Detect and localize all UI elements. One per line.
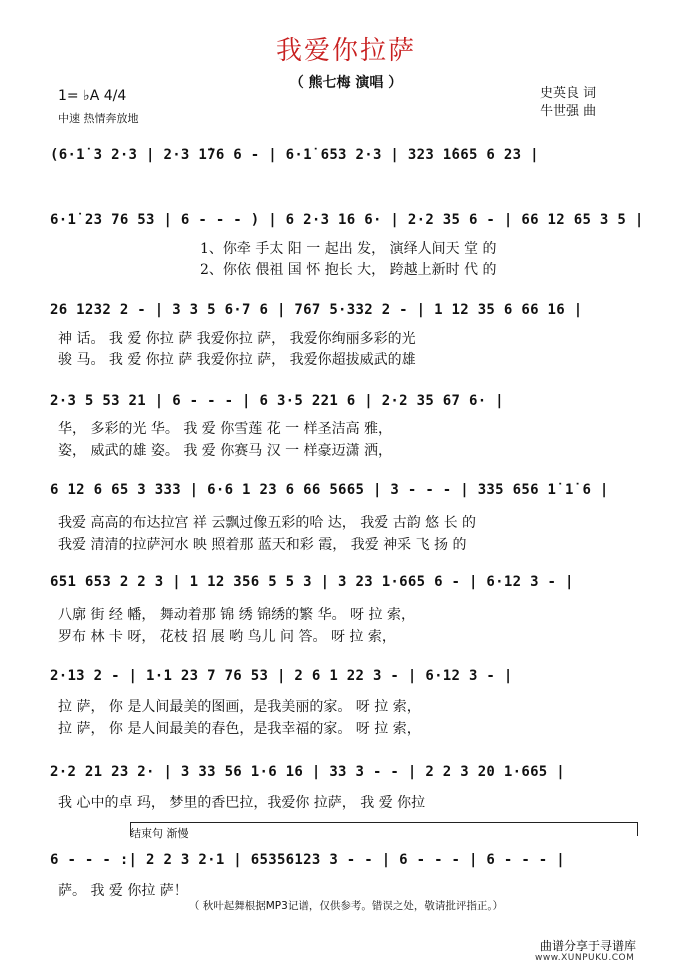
lyricist-credit: 史英良 词 — [540, 86, 597, 101]
lyric-line: 萨。 我 爱 你拉 萨！ — [58, 883, 188, 899]
lyric-verse-1: 我爱 高高的布达拉宫 祥 云飘过像五彩的哈 达， 我爱 古韵 悠 长 的 — [58, 515, 477, 531]
ending-bracket-right — [637, 822, 638, 836]
lyric-verse-2: 拉 萨， 你 是人间最美的春色，是我幸福的家。 呀 拉 索， — [58, 721, 421, 737]
notation-row-4: 2·3 5 53 21 | 6 - - - | 6 3·5 221 6 | 2·2 35 67 6· | — [50, 393, 504, 409]
watermark: 曲谱分享于寻谱库 — [540, 939, 637, 953]
performer-line: （ 熊七梅 演唱 ） — [289, 75, 403, 91]
lyric-verse-2: 罗布 林 卡 呀， 花枝 招 展 哟 鸟儿 问 答。 呀 拉 索， — [58, 629, 396, 645]
lyric-verse-1: 八廓 街 经 幡， 舞动着那 锦 绣 锦绣的繁 华。 呀 拉 索， — [58, 607, 415, 623]
lyric-verse-1: 神 话。 我 爱 你拉 萨 我爱你拉 萨， 我爱你绚丽多彩的光 — [58, 331, 416, 347]
notation-row-6: 651 653 2 2 3 | 1 12 356 5 5 3 | 3 23 1·665 6 - | 6·12 3 - | — [50, 574, 574, 590]
ending-bracket — [130, 822, 638, 823]
notation-row-3: 26 1232 2 - | 3 3 5 6·7 6 | 767 5·332 2 - | 1 12 35 6 66 16 | — [50, 302, 583, 318]
song-title: 我爱你拉萨 — [275, 36, 416, 66]
notation-row-2: 6·1̇ 23 76 53 | 6 - - - ) | 6 2·3 16 6· | 2·2 35 6 - | 66 12 65 3 5 | — [50, 212, 644, 228]
notation-row-8: 2·2 21 23 2· | 3 33 56 1·6 16 | 33 3 - - | 2 2 3 20 1·665 | — [50, 764, 565, 780]
watermark-url: www.XUNPUKU.COM — [535, 953, 635, 963]
notation-row-7: 2·13 2 - | 1·1 23 7 76 53 | 2 6 1 22 3 - | 6·12 3 - | — [50, 668, 513, 684]
composer-credit: 牛世强 曲 — [540, 104, 597, 119]
key-signature: 1= ♭A 4/4 — [58, 88, 127, 104]
lyric-verse-2: 2、你依 偎祖 国 怀 抱长 大， 跨越上新时 代 的 — [200, 262, 497, 278]
notation-row-5: 6 12 6 65 3 333 | 6·6 1 23 6 66 5665 | 3 - - - | 335 656 1̇ 1̇ 6 | — [50, 482, 609, 498]
ending-label: 结束句 渐慢 — [130, 827, 189, 840]
lyric-verse-1: 华， 多彩的光 华。 我 爱 你雪莲 花 一 样圣洁高 雅， — [58, 421, 393, 437]
lyric-verse-2: 我爱 清清的拉萨河水 映 照着那 蓝天和彩 霞， 我爱 神采 飞 扬 的 — [58, 537, 467, 553]
notation-row-9: 6 - - - :| 2 2 3 2·1 | 65356123 3 - - | 6 - - - | 6 - - - | — [50, 852, 565, 868]
lyric-line: 我 心中的卓 玛， 梦里的香巴拉，我爱你 拉萨， 我 爱 你拉 — [58, 795, 426, 811]
lyric-verse-2: 骏 马。 我 爱 你拉 萨 我爱你拉 萨， 我爱你超拔威武的雄 — [58, 352, 416, 368]
footnote: （ 秋叶起舞根据MP3记谱，仅供参考。错误之处，敬请批评指正。） — [188, 900, 504, 912]
lyric-verse-2: 姿， 威武的雄 姿。 我 爱 你赛马 汉 一 样豪迈潇 洒， — [58, 443, 393, 459]
lyric-verse-1: 拉 萨， 你 是人间最美的图画，是我美丽的家。 呀 拉 索， — [58, 699, 421, 715]
tempo-marking: 中速 热情奔放地 — [58, 112, 139, 125]
lyric-verse-1: 1、你牵 手太 阳 一 起出 发， 演绎人间天 堂 的 — [200, 241, 497, 257]
notation-row-1: (6·1̇ 3 2·3 | 2·3 1̇76 6 - | 6·1̇ 653 2·3 | 323 1̇665 6 23 | — [50, 147, 539, 163]
